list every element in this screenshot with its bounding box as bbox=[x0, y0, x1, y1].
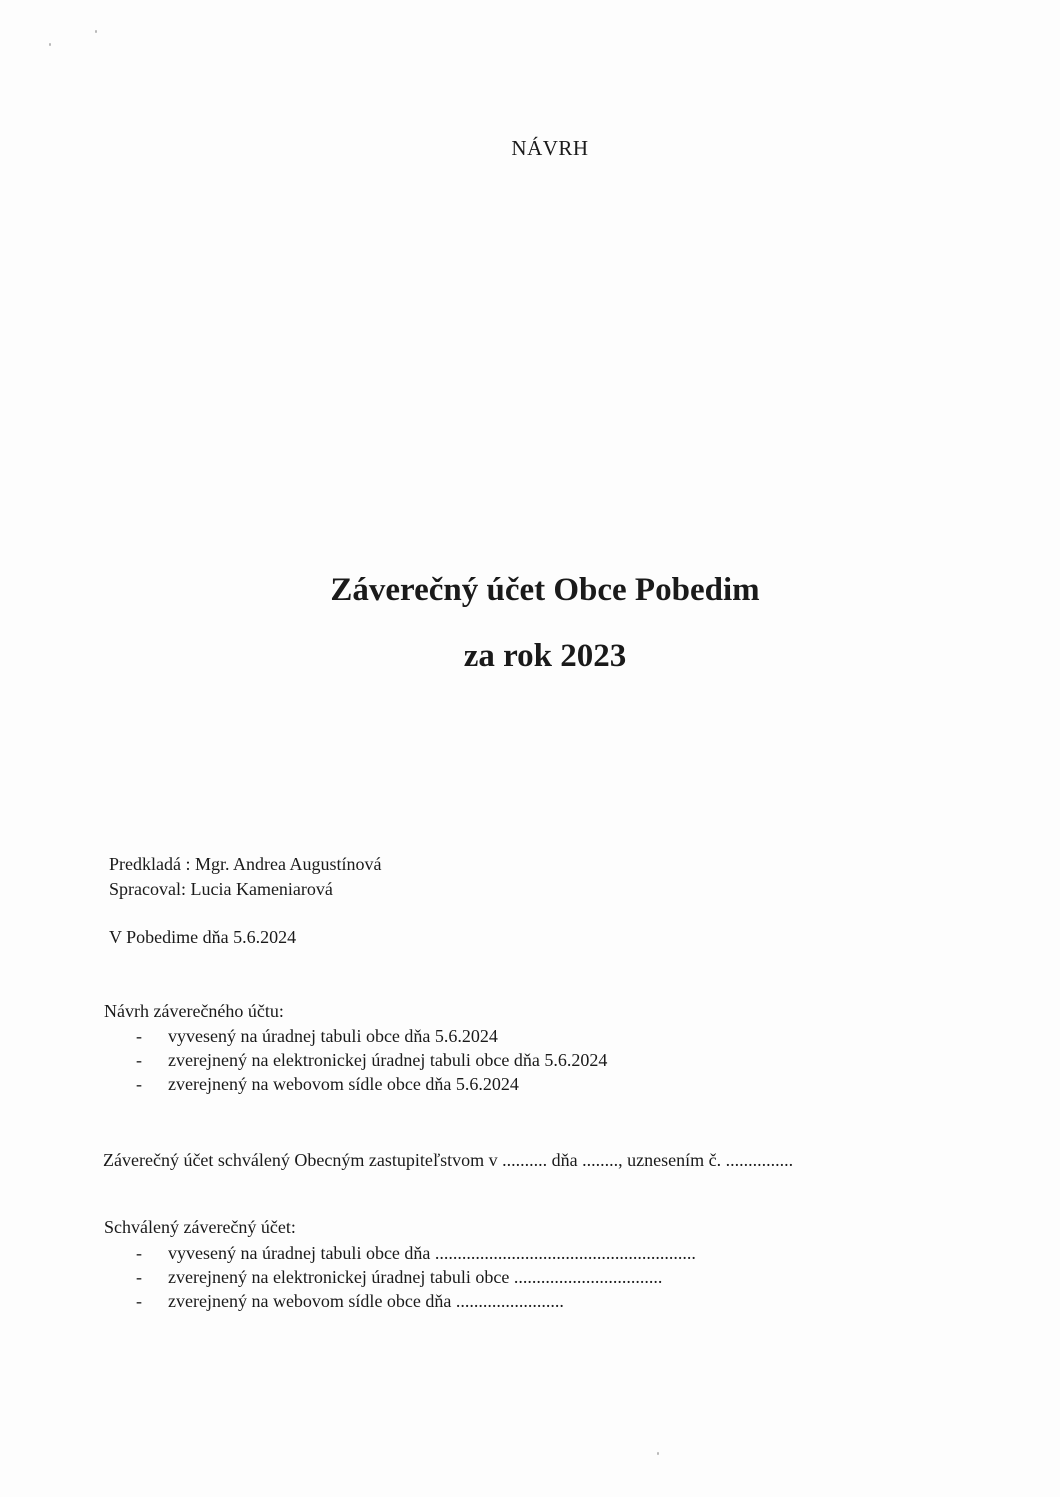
scan-speck bbox=[95, 30, 97, 33]
list-item bbox=[136, 1048, 607, 1072]
approved-publication-heading: Schválený záverečný účet: bbox=[104, 1217, 296, 1237]
dash-bullet: - bbox=[136, 1050, 142, 1070]
list-item-text: vyvesený na úradnej tabuli obce dňa 5.6.2024 bbox=[168, 1026, 498, 1046]
list-item bbox=[136, 1024, 607, 1048]
dash-bullet: - bbox=[136, 1026, 142, 1046]
list-item bbox=[136, 1241, 696, 1265]
draft-publication-heading: Návrh záverečného účtu: bbox=[104, 1001, 284, 1021]
list-item bbox=[136, 1265, 696, 1289]
list-item-text: vyvesený na úradnej tabuli obce dňa .......................................................... bbox=[168, 1243, 696, 1263]
draft-label: NÁVRH bbox=[511, 136, 589, 160]
presented-by: Predkladá : Mgr. Andrea Augustínová bbox=[109, 854, 382, 874]
approved-publication-list bbox=[136, 1241, 696, 1313]
dash-bullet: - bbox=[136, 1267, 142, 1287]
dash-bullet: - bbox=[136, 1074, 142, 1094]
list-item bbox=[136, 1289, 696, 1313]
document-subtitle-year: za rok 2023 bbox=[463, 638, 627, 674]
list-item-text: zverejnený na webovom sídle obce dňa ........................ bbox=[168, 1291, 564, 1311]
list-item bbox=[136, 1072, 607, 1096]
dash-bullet: - bbox=[136, 1243, 142, 1263]
dash-bullet: - bbox=[136, 1291, 142, 1311]
draft-publication-list bbox=[136, 1024, 607, 1096]
scan-speck bbox=[657, 1452, 659, 1455]
list-item-text: zverejnený na webovom sídle obce dňa 5.6.2024 bbox=[168, 1074, 519, 1094]
list-item-text: zverejnený na elektronickej úradnej tabuli obce ................................. bbox=[168, 1267, 663, 1287]
approval-statement: Záverečný účet schválený Obecným zastupiteľstvom v .......... dňa ........, uznesením č. ............... bbox=[103, 1150, 794, 1170]
document-title: Záverečný účet Obce Pobedim bbox=[330, 572, 760, 608]
list-item-text: zverejnený na elektronickej úradnej tabuli obce dňa 5.6.2024 bbox=[168, 1050, 608, 1070]
prepared-by: Spracoval: Lucia Kameniarová bbox=[109, 879, 333, 899]
scan-speck bbox=[49, 43, 51, 46]
place-date: V Pobedime dňa 5.6.2024 bbox=[109, 927, 297, 947]
authors-block bbox=[109, 852, 381, 902]
